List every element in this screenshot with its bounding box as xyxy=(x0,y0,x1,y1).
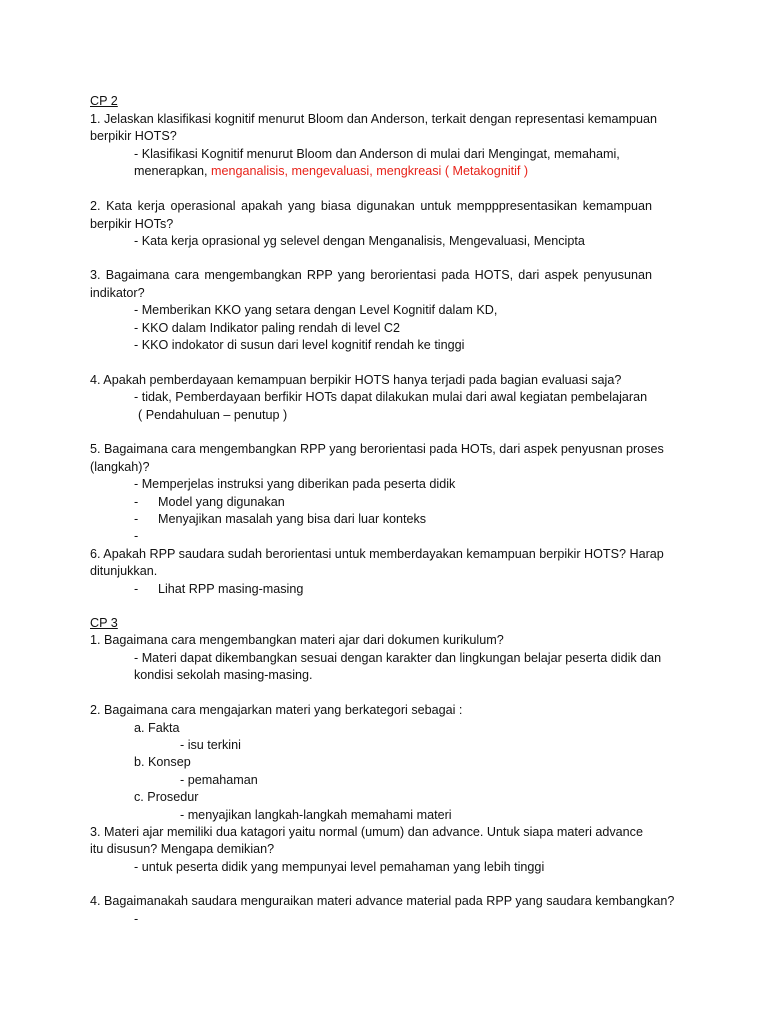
bullet-dash: - xyxy=(134,512,139,526)
cp2-q2-text-cont: berpikir HOTs? xyxy=(90,217,174,231)
cp2-q1-answer-highlight: menganalisis, mengevaluasi, mengkreasi ( Metakognitif ) xyxy=(211,164,529,178)
cp3-q2-item-b: b. Konsep xyxy=(134,755,191,769)
cp2-q4-answer-2: ( Pendahuluan – penutup ) xyxy=(138,408,288,422)
bullet-dash: - xyxy=(134,529,139,543)
cp3-q2-text: 2. Bagaimana cara mengajarkan materi yang berkategori sebagai : xyxy=(90,703,463,717)
cp3-q3-text: 3. Materi ajar memiliki dua katagori yaitu normal (umum) dan advance. Untuk siapa materi advance xyxy=(90,825,643,839)
cp3-q3-answer: - untuk peserta didik yang mempunyai level pemahaman yang lebih tinggi xyxy=(134,860,545,874)
cp2-q3-answer-2: - KKO dalam Indikator paling rendah di level C2 xyxy=(134,321,401,335)
bullet-dash: - xyxy=(134,495,139,509)
cp2-q5-answer-2-text: Model yang digunakan xyxy=(158,495,285,509)
cp2-q5-text: 5. Bagaimana cara mengembangkan RPP yang berorientasi pada HOTs, dari aspek penyusnan proses xyxy=(90,442,664,456)
cp2-q1-text-cont: berpikir HOTS? xyxy=(90,129,177,143)
cp3-q1-answer-1: - Materi dapat dikembangkan sesuai dengan karakter dan lingkungan belajar peserta didik dan xyxy=(134,651,662,665)
cp2-q6-text-cont: ditunjukkan. xyxy=(90,564,158,578)
cp3-q4-text: 4. Bagaimanakah saudara menguraikan materi advance material pada RPP yang saudara kembangkan? xyxy=(90,894,675,908)
cp2-q6-answer xyxy=(134,581,303,598)
cp2-q1-text: 1. Jelaskan klasifikasi kognitif menurut Bloom dan Anderson, terkait dengan representasi kemampuan xyxy=(90,112,658,126)
cp3-q2-item-a: a. Fakta xyxy=(134,721,180,735)
cp2-q4-answer-1: - tidak, Pemberdayaan berfikir HOTs dapat dilakukan mulai dari awal kegiatan pembelajaran xyxy=(134,390,648,404)
cp3-q2-item-b-answer: - pemahaman xyxy=(180,773,258,787)
cp2-q5-answer-3 xyxy=(134,511,426,528)
cp2-q2-text: 2. Kata kerja operasional apakah yang biasa digunakan untuk mempppresentasikan kemampuan xyxy=(90,199,652,213)
cp2-q5-answer-1: - Memperjelas instruksi yang diberikan pada peserta didik xyxy=(134,477,456,491)
cp3-q1-text: 1. Bagaimana cara mengembangkan materi ajar dari dokumen kurikulum? xyxy=(90,633,504,647)
cp3-q1-answer-2: kondisi sekolah masing-masing. xyxy=(134,668,313,682)
cp2-q3-answer-3: - KKO indokator di susun dari level kognitif rendah ke tinggi xyxy=(134,338,465,352)
section-heading-cp3: CP 3 xyxy=(90,616,118,630)
cp2-q1-answer: - Klasifikasi Kognitif menurut Bloom dan Anderson di mulai dari Mengingat, memahami, xyxy=(134,147,620,161)
cp3-q2-item-c: c. Prosedur xyxy=(134,790,199,804)
cp3-q3-text-cont: itu disusun? Mengapa demikian? xyxy=(90,842,275,856)
cp2-q3-text-cont: indikator? xyxy=(90,286,145,300)
bullet-dash: - xyxy=(134,582,139,596)
cp2-q1-answer-plain: menerapkan, xyxy=(134,164,212,178)
cp2-q1-answer-cont xyxy=(134,163,528,180)
cp2-q5-answer-4 xyxy=(134,528,158,545)
cp2-q3-answer-1: - Memberikan KKO yang setara dengan Level Kognitif dalam KD, xyxy=(134,303,498,317)
cp2-q5-answer-2 xyxy=(134,494,285,511)
cp2-q6-answer-text: Lihat RPP masing-masing xyxy=(158,582,304,596)
section-heading-cp2: CP 2 xyxy=(90,94,118,108)
cp3-q4-answer: - xyxy=(134,912,139,926)
cp2-q3-text: 3. Bagaimana cara mengembangkan RPP yang berorientasi pada HOTS, dari aspek penyusunan xyxy=(90,268,652,282)
cp2-q4-text: 4. Apakah pemberdayaan kemampuan berpikir HOTS hanya terjadi pada bagian evaluasi saja? xyxy=(90,373,622,387)
cp2-q5-answer-3-text: Menyajikan masalah yang bisa dari luar konteks xyxy=(158,512,427,526)
cp3-q2-item-c-answer: - menyajikan langkah-langkah memahami materi xyxy=(180,808,452,822)
cp2-q2-answer: - Kata kerja oprasional yg selevel dengan Menganalisis, Mengevaluasi, Mencipta xyxy=(134,234,585,248)
cp2-q5-text-cont: (langkah)? xyxy=(90,460,150,474)
cp3-q2-item-a-answer: - isu terkini xyxy=(180,738,241,752)
cp2-q6-text: 6. Apakah RPP saudara sudah berorientasi untuk memberdayakan kemampuan berpikir HOTS? Harap xyxy=(90,547,664,561)
